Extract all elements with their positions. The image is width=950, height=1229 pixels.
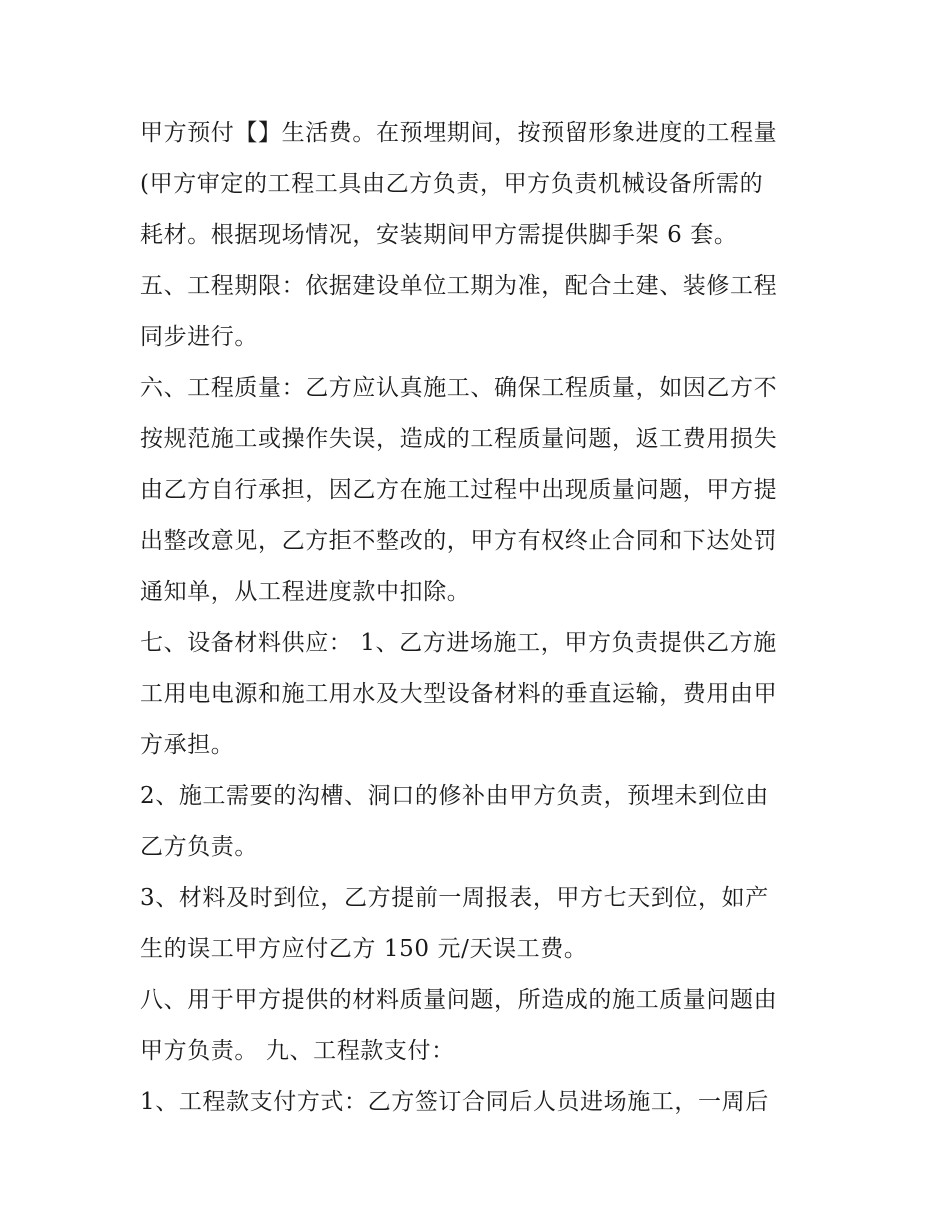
text-line: 甲方负责。 九、工程款支付： [140,1038,455,1064]
text-line: 甲方预付【】生活费。在预埋期间，按预留形象进度的工程量 [140,120,778,146]
list-item-line: 3、材料及时到位，乙方提前一周报表，甲方七天到位，如产 [140,885,769,911]
text-line: 工用电电源和施工用水及大型设备材料的垂直运输，费用由甲 [140,681,778,707]
list-item-line: 1、工程款支付方式：乙方签订合同后人员进场施工，一周后 [140,1089,769,1115]
text-line: 出整改意见，乙方拒不整改的，甲方有权终止合同和下达处罚 [140,528,778,554]
section-heading-line: 七、设备材料供应： 1、乙方进场施工，甲方负责提供乙方施 [140,630,777,656]
text-line: 生的误工甲方应付乙方 150 元/天误工费。 [140,936,588,962]
text-line: 按规范施工或操作失误，造成的工程质量问题，返工费用损失 [140,426,778,452]
text-line: 耗材。根据现场情况，安装期间甲方需提供脚手架 6 套。 [140,222,738,248]
text-line: (甲方审定的工程工具由乙方负责，甲方负责机械设备所需的 [140,171,764,197]
list-item-line: 2、施工需要的沟槽、洞口的修补由甲方负责，预埋未到位由 [140,783,769,809]
text-line: 由乙方自行承担，因乙方在施工过程中出现质量问题，甲方提 [140,477,778,503]
text-line: 通知单，从工程进度款中扣除。 [140,579,471,605]
section-heading-line: 八、用于甲方提供的材料质量问题，所造成的施工质量问题由 [140,987,778,1013]
section-heading-line: 六、工程质量：乙方应认真施工、确保工程质量，如因乙方不 [140,375,778,401]
text-line: 同步进行。 [140,324,258,350]
text-line: 方承担。 [140,732,235,758]
section-heading-line: 五、工程期限：依据建设单位工期为准，配合土建、装修工程 [140,273,778,299]
document-body [140,108,820,1128]
text-line: 乙方负责。 [140,834,258,860]
